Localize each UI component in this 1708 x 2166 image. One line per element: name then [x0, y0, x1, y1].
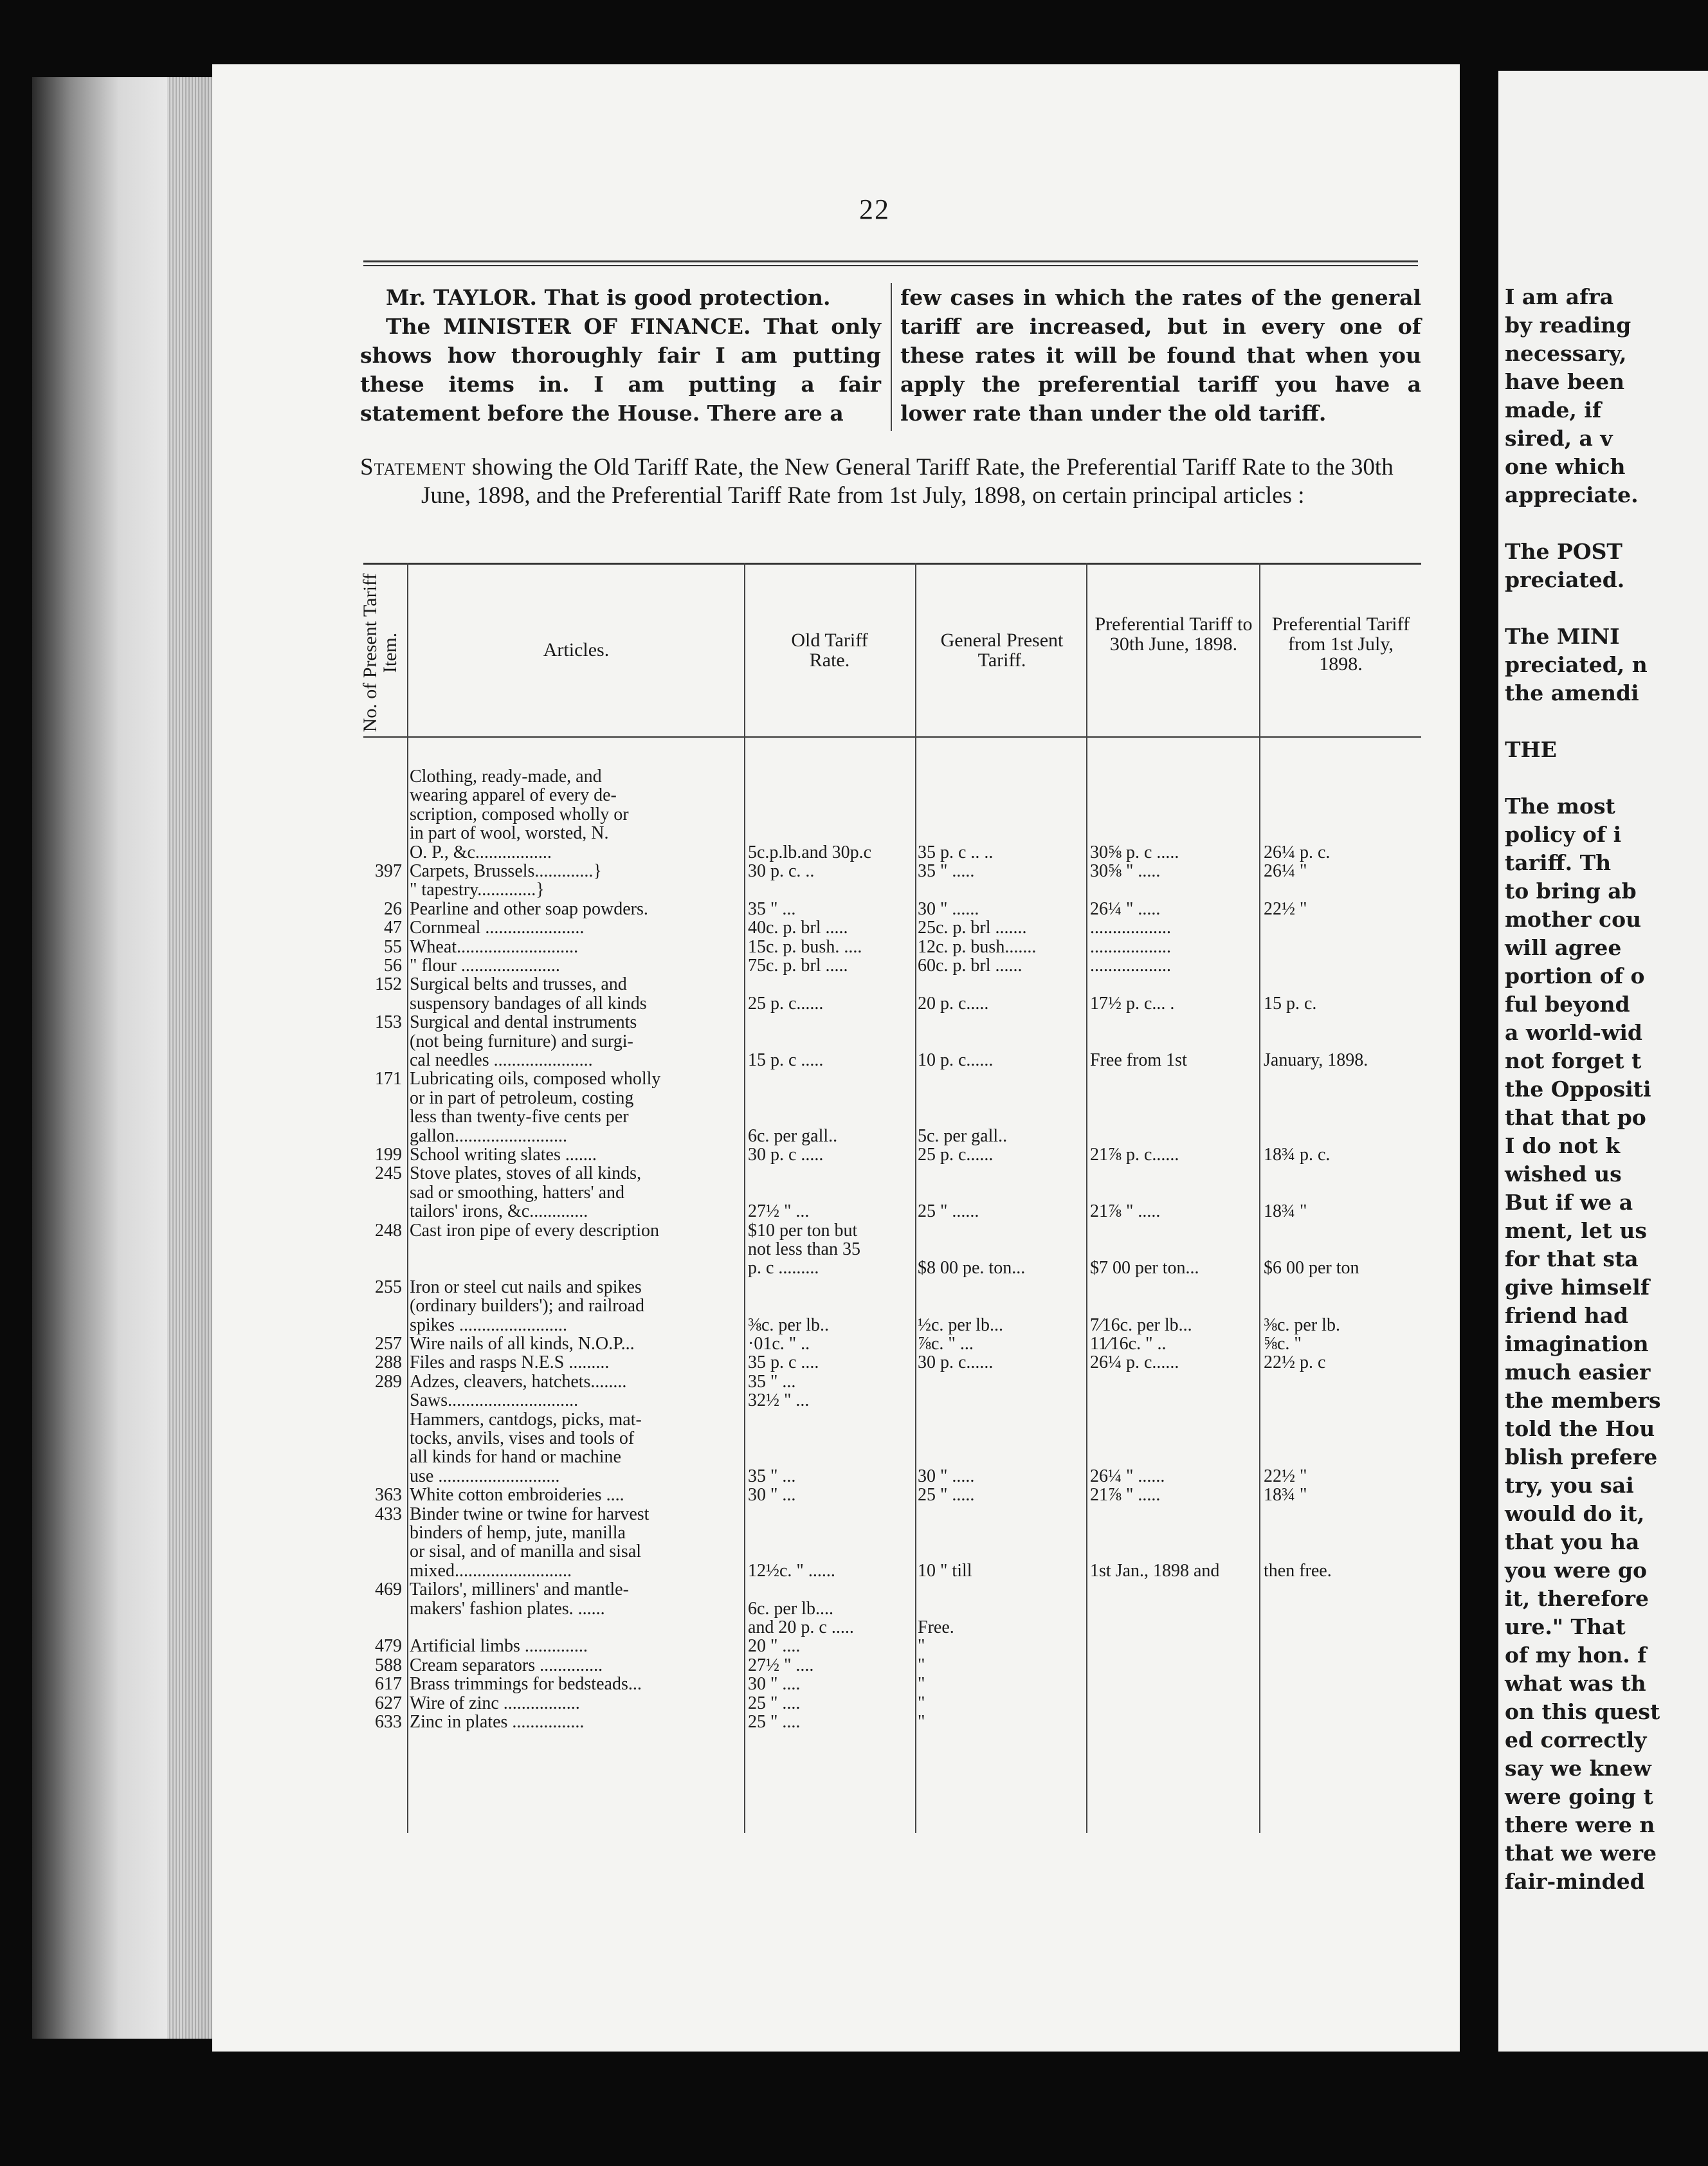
general-rate-cell: 12c. p. bush.......	[918, 936, 1037, 957]
article-cell: White cotton embroideries ....	[410, 1485, 624, 1506]
article-cell: Clothing, ready-made, and	[410, 767, 602, 787]
general-rate-cell: ½c. per lb...	[918, 1315, 1003, 1335]
right-page-line: one which	[1505, 454, 1626, 479]
article-cell: Wire of zinc .................	[410, 1693, 580, 1713]
old-rate-cell: 12½c. " ......	[748, 1560, 835, 1581]
item-number: 255	[375, 1277, 402, 1297]
pref1-rate-cell: ..................	[1090, 918, 1171, 938]
col-line	[407, 563, 408, 1833]
old-rate-cell: 25 " ....	[748, 1712, 801, 1732]
article-cell: Lubricating oils, composed wholly	[410, 1069, 661, 1089]
item-number: 55	[384, 936, 402, 957]
general-rate-cell: 10 " till	[918, 1560, 972, 1581]
old-rate-cell: 20 " ....	[748, 1636, 801, 1657]
pref1-rate-cell: 7⁄16c. per lb...	[1090, 1315, 1192, 1335]
right-page-line: appreciate.	[1505, 482, 1639, 507]
right-column	[900, 283, 1421, 428]
right-page-line: much easier	[1505, 1360, 1651, 1385]
article-cell: or sisal, and of manilla and sisal	[410, 1542, 642, 1562]
paragraph-minister: The MINISTER OF FINANCE. That only shows how thoroughly fair I am putting these items in. I am putting a fair statement before the House. There are a	[360, 314, 881, 426]
right-page-line: tariff. Th	[1505, 850, 1612, 875]
article-cell: less than twenty-five cents per	[410, 1107, 629, 1127]
general-rate-cell: "	[918, 1712, 925, 1732]
pref1-rate-cell: 30⅝ " .....	[1090, 861, 1161, 881]
col-line	[1086, 563, 1087, 1833]
col-line	[915, 563, 916, 1833]
statement-lead: Statement	[360, 454, 466, 480]
right-page-line: necessary,	[1505, 341, 1627, 366]
general-rate-cell: 30 " .....	[918, 1466, 975, 1486]
pref1-rate-cell: 26¼ p. c......	[1090, 1352, 1179, 1373]
right-page-text	[1505, 283, 1708, 1896]
article-cell: binders of hemp, jute, manilla	[410, 1523, 626, 1543]
right-page-line: the Oppositi	[1505, 1077, 1651, 1102]
old-rate-cell: 35 " ...	[748, 1371, 796, 1392]
right-page-line: for that sta	[1505, 1246, 1639, 1271]
pref1-rate-cell: ..................	[1090, 956, 1171, 976]
tariff-table	[359, 563, 1421, 1833]
right-page-line	[1505, 594, 1708, 623]
right-page-line: would do it,	[1505, 1501, 1645, 1526]
right-page-line: preciated, n	[1505, 652, 1648, 677]
top-rule-double	[363, 265, 1418, 266]
right-page-line	[1505, 509, 1708, 538]
old-rate-cell: 30 " ...	[748, 1485, 796, 1506]
right-page-line: of my hon. f	[1505, 1643, 1647, 1668]
right-page-line: to bring ab	[1505, 878, 1637, 904]
right-page-line: But if we a	[1505, 1190, 1633, 1215]
article-cell: " tapestry.............}	[410, 880, 545, 900]
right-page-line: will agree	[1505, 935, 1622, 960]
old-rate-cell: 25 p. c......	[748, 993, 824, 1014]
article-cell: Wire nails of all kinds, N.O.P...	[410, 1334, 635, 1354]
article-cell: Brass trimmings for bedsteads...	[410, 1674, 642, 1695]
right-page-line: imagination	[1505, 1331, 1649, 1356]
item-number: 617	[375, 1674, 402, 1695]
header-pref1: Preferential Tariff to 30th June, 1898.	[1095, 614, 1253, 655]
column-divider	[891, 283, 892, 431]
right-page-line: that we were	[1505, 1841, 1657, 1866]
pref2-rate-cell: 26¼ "	[1264, 861, 1307, 881]
right-page-line: a world-wid	[1505, 1020, 1643, 1045]
article-cell: (ordinary builders'); and railroad	[410, 1296, 645, 1316]
right-page-line: by reading	[1505, 313, 1631, 338]
item-number: 153	[375, 1012, 402, 1033]
pref2-rate-cell: 22½ p. c	[1264, 1352, 1326, 1373]
pref1-rate-cell: $7 00 per ton...	[1090, 1258, 1199, 1279]
pref1-rate-cell: 26¼ " .....	[1090, 898, 1161, 919]
right-page-line: there were n	[1505, 1812, 1655, 1837]
article-cell: Surgical and dental instruments	[410, 1012, 637, 1033]
article-cell: cal needles ......................	[410, 1050, 593, 1070]
old-rate-cell: and 20 p. c .....	[748, 1617, 854, 1637]
pref2-rate-cell: 26¼ p. c.	[1264, 842, 1331, 862]
right-page-line: made, if	[1505, 397, 1602, 423]
pref2-rate-cell: 22½ "	[1264, 1466, 1307, 1486]
old-rate-cell: 32½ " ...	[748, 1390, 810, 1411]
general-rate-cell: 35 " .....	[918, 861, 975, 881]
item-number: 257	[375, 1334, 402, 1354]
right-page-line: portion of o	[1505, 963, 1645, 988]
item-number: 47	[384, 918, 402, 938]
article-cell: Cast iron pipe of every description	[410, 1220, 660, 1241]
pref2-rate-cell: ⅜c. per lb.	[1264, 1315, 1340, 1335]
page-number: 22	[859, 194, 890, 225]
right-page-line: the amendi	[1505, 680, 1639, 705]
general-rate-cell: 35 p. c .. ..	[918, 842, 994, 862]
page-edges	[167, 77, 219, 2039]
article-cell: Zinc in plates ................	[410, 1712, 585, 1732]
pref2-rate-cell: 22½ "	[1264, 898, 1307, 919]
right-page-line	[1505, 764, 1708, 792]
pref2-rate-cell: 18¾ "	[1264, 1201, 1307, 1222]
right-page-line: ed correctly	[1505, 1727, 1647, 1752]
right-page-line: The most	[1505, 794, 1615, 819]
item-number: 245	[375, 1163, 402, 1184]
article-cell: spikes ........................	[410, 1315, 567, 1335]
item-number: 288	[375, 1352, 402, 1373]
pref1-rate-cell: 17½ p. c... .	[1090, 993, 1175, 1014]
item-number: 479	[375, 1636, 402, 1657]
col-line	[1259, 563, 1260, 1833]
article-cell: Artificial limbs ..............	[410, 1636, 588, 1657]
old-rate-cell: $10 per ton but	[748, 1220, 858, 1241]
header-general: General Present Tariff.	[940, 630, 1064, 671]
general-rate-cell: 30 p. c......	[918, 1352, 994, 1373]
item-number: 171	[375, 1069, 402, 1089]
item-number: 433	[375, 1504, 402, 1524]
article-cell: gallon.........................	[410, 1125, 567, 1146]
pref1-rate-cell: ..................	[1090, 936, 1171, 957]
general-rate-cell: "	[918, 1693, 925, 1713]
left-column	[360, 283, 881, 428]
right-page-line: you were go	[1505, 1558, 1648, 1583]
right-page-line: sired, a v	[1505, 426, 1613, 451]
article-cell: Hammers, cantdogs, picks, mat-	[410, 1409, 642, 1430]
pref1-rate-cell: 21⅞ " .....	[1090, 1485, 1161, 1506]
right-page-line: wished us	[1505, 1161, 1622, 1187]
old-rate-cell: 15c. p. bush. ....	[748, 936, 862, 957]
general-rate-cell: 30 " ......	[918, 898, 979, 919]
item-number: 26	[384, 898, 402, 919]
article-cell: suspensory bandages of all kinds	[410, 993, 647, 1014]
right-page-line: policy of i	[1505, 822, 1622, 847]
article-cell: Files and rasps N.E.S .........	[410, 1352, 610, 1373]
right-page-line: friend had	[1505, 1303, 1629, 1328]
right-page-line: I am afra	[1505, 284, 1614, 309]
general-rate-cell: 10 p. c......	[918, 1050, 994, 1070]
article-cell: in part of wool, worsted, N.	[410, 823, 609, 844]
right-page-line: what was th	[1505, 1671, 1646, 1696]
general-rate-cell: "	[918, 1636, 925, 1657]
old-rate-cell: 35 " ...	[748, 1466, 796, 1486]
old-rate-cell: ⅜c. per lb..	[748, 1315, 829, 1335]
old-rate-cell: 30 p. c .....	[748, 1145, 824, 1165]
article-cell: Wheat...........................	[410, 936, 579, 957]
table-header-rule	[363, 736, 1421, 738]
statement-text: showing the Old Tariff Rate, the New General Tariff Rate, the Preferential Tariff Rate to the 30th June, 1898, and the Preferential Tariff Rate from 1st July, 1898, on certain principal articles :	[421, 454, 1394, 509]
right-page-line: have been	[1505, 369, 1625, 394]
old-rate-cell: ·01c. " ..	[748, 1334, 810, 1354]
article-cell: Surgical belts and trusses, and	[410, 974, 627, 995]
right-page-line: THE	[1505, 737, 1557, 762]
article-cell: Binder twine or twine for harvest	[410, 1504, 650, 1524]
pref1-rate-cell: 21⅞ " .....	[1090, 1201, 1161, 1222]
paragraph-taylor: Mr. TAYLOR. That is good protection.	[386, 285, 831, 310]
old-rate-cell: 35 " ...	[748, 898, 796, 919]
old-rate-cell: 75c. p. brl .....	[748, 956, 848, 976]
statement-heading	[360, 453, 1421, 510]
pref1-rate-cell: 30⅝ p. c .....	[1090, 842, 1179, 862]
old-rate-cell: 5c.p.lb.and 30p.c	[748, 842, 872, 862]
item-number: 289	[375, 1371, 402, 1392]
article-cell: Stove plates, stoves of all kinds,	[410, 1163, 642, 1184]
right-page-line: that that po	[1505, 1105, 1646, 1130]
general-rate-cell: "	[918, 1655, 925, 1675]
item-number: 363	[375, 1485, 402, 1506]
right-page-line: ful beyond	[1505, 992, 1630, 1017]
pref1-rate-cell: 21⅞ p. c......	[1090, 1145, 1179, 1165]
right-page-line: mother cou	[1505, 907, 1642, 932]
right-page	[1498, 71, 1708, 2052]
top-rule	[363, 260, 1418, 262]
article-cell: makers' fashion plates. ......	[410, 1598, 605, 1619]
right-page-line: told the Hou	[1505, 1416, 1655, 1441]
pref2-rate-cell: 18¾ "	[1264, 1485, 1307, 1506]
general-rate-cell: $8 00 pe. ton...	[918, 1258, 1026, 1279]
general-rate-cell: ⅞c. " ...	[918, 1334, 974, 1354]
item-number: 56	[384, 956, 402, 976]
article-cell: or in part of petroleum, costing	[410, 1088, 634, 1108]
general-rate-cell: 25 " .....	[918, 1485, 975, 1506]
right-page-line: give himself	[1505, 1275, 1650, 1300]
article-cell: Iron or steel cut nails and spikes	[410, 1277, 642, 1297]
right-page-line: fair-minded	[1505, 1869, 1645, 1894]
general-rate-cell: 60c. p. brl ......	[918, 956, 1022, 976]
right-page-line: ment, let us	[1505, 1218, 1647, 1243]
article-cell: O. P., &c.................	[410, 842, 552, 862]
right-page-line: preciated.	[1505, 567, 1625, 592]
item-number: 248	[375, 1220, 402, 1241]
right-page-line	[1505, 707, 1708, 736]
old-rate-cell: p. c .........	[748, 1258, 819, 1279]
item-number: 633	[375, 1712, 402, 1732]
article-cell: sad or smoothing, hatters' and	[410, 1182, 624, 1203]
general-rate-cell: 25c. p. brl .......	[918, 918, 1027, 938]
right-page-line: The MINI	[1505, 624, 1620, 649]
item-number: 469	[375, 1579, 402, 1600]
old-rate-cell: 40c. p. brl .....	[748, 918, 848, 938]
pref2-rate-cell: then free.	[1264, 1560, 1332, 1581]
article-cell: use ...........................	[410, 1466, 560, 1486]
item-number: 588	[375, 1655, 402, 1675]
paragraph-continued: few cases in which the rates of the general tariff are increased, but in every one of these rates it will be found that when you apply the preferential tariff you have a lower rate than under the old tariff.	[900, 285, 1421, 426]
old-rate-cell: 25 " ....	[748, 1693, 801, 1713]
general-rate-cell: 5c. per gall..	[918, 1125, 1008, 1146]
pref2-rate-cell: January, 1898.	[1264, 1050, 1368, 1070]
right-page-line: ure." That	[1505, 1614, 1626, 1639]
right-page-line: on this quest	[1505, 1699, 1660, 1724]
pref1-rate-cell: Free from 1st	[1090, 1050, 1187, 1070]
right-page-line: blish prefere	[1505, 1444, 1658, 1470]
header-pref2: Preferential Tariff from 1st July, 1898.	[1271, 614, 1410, 675]
article-cell: tocks, anvils, vises and tools of	[410, 1428, 635, 1448]
article-cell: Pearline and other soap powders.	[410, 898, 648, 919]
item-number: 397	[375, 861, 402, 881]
article-cell: mixed..........................	[410, 1560, 572, 1581]
old-rate-cell: not less than 35	[748, 1239, 860, 1259]
pref2-rate-cell: 15 p. c.	[1264, 993, 1317, 1014]
right-page-line: I do not k	[1505, 1133, 1621, 1158]
right-page-line: were going t	[1505, 1784, 1653, 1809]
general-rate-cell: Free.	[918, 1617, 954, 1637]
right-page-line: The POST	[1505, 539, 1622, 564]
old-rate-cell: 35 p. c ....	[748, 1352, 819, 1373]
article-cell: " flour ......................	[410, 956, 560, 976]
old-rate-cell: 6c. per gall..	[748, 1125, 838, 1146]
pref1-rate-cell: 1st Jan., 1898 and	[1090, 1560, 1220, 1581]
pref1-rate-cell: 11⁄16c. " ..	[1090, 1334, 1167, 1354]
pref2-rate-cell: 18¾ p. c.	[1264, 1145, 1331, 1165]
article-cell: Carpets, Brussels.............}	[410, 861, 602, 881]
right-page-line: say we knew	[1505, 1756, 1651, 1781]
old-rate-cell: 15 p. c .....	[748, 1050, 824, 1070]
general-rate-cell: 20 p. c.....	[918, 993, 989, 1014]
article-cell: scription, composed wholly or	[410, 804, 629, 824]
right-page-line: not forget t	[1505, 1048, 1642, 1073]
old-rate-cell: 6c. per lb....	[748, 1598, 833, 1619]
header-articles: Articles.	[543, 639, 610, 660]
old-rate-cell: 27½ " ...	[748, 1201, 810, 1222]
article-cell: Cream separators ..............	[410, 1655, 603, 1675]
right-page-line: that you ha	[1505, 1529, 1640, 1554]
general-rate-cell: 25 " ......	[918, 1201, 979, 1222]
article-cell: Cornmeal ......................	[410, 918, 585, 938]
article-cell: Adzes, cleavers, hatchets........	[410, 1371, 627, 1392]
article-cell: Saws.............................	[410, 1390, 579, 1411]
col-line	[744, 563, 745, 1833]
item-number: 152	[375, 974, 402, 995]
item-number: 627	[375, 1693, 402, 1713]
old-rate-cell: 30 p. c. ..	[748, 861, 815, 881]
pref1-rate-cell: 26¼ " ......	[1090, 1466, 1165, 1486]
article-cell: School writing slates .......	[410, 1145, 597, 1165]
article-cell: Tailors', milliners' and mantle-	[410, 1579, 629, 1600]
old-rate-cell: 27½ " ....	[748, 1655, 814, 1675]
right-page-line: it, therefore	[1505, 1586, 1649, 1611]
item-number: 199	[375, 1145, 402, 1165]
pref2-rate-cell: ⅝c. "	[1264, 1334, 1302, 1354]
right-page-line: try, you sai	[1505, 1473, 1634, 1498]
article-cell: wearing apparel of every de-	[410, 785, 617, 806]
article-cell: all kinds for hand or machine	[410, 1447, 621, 1468]
article-cell: tailors' irons, &c.............	[410, 1201, 588, 1222]
article-cell: (not being furniture) and surgi-	[410, 1031, 633, 1051]
table-top-rule	[363, 563, 1421, 565]
pref2-rate-cell: $6 00 per ton	[1264, 1258, 1359, 1279]
header-item-no: No. of Present Tariff Item.	[359, 573, 401, 733]
general-rate-cell: "	[918, 1674, 925, 1695]
right-page-line: the members	[1505, 1388, 1661, 1413]
general-rate-cell: 25 p. c......	[918, 1145, 994, 1165]
old-rate-cell: 30 " ....	[748, 1674, 801, 1695]
header-old: Old Tariff Rate.	[791, 630, 868, 671]
